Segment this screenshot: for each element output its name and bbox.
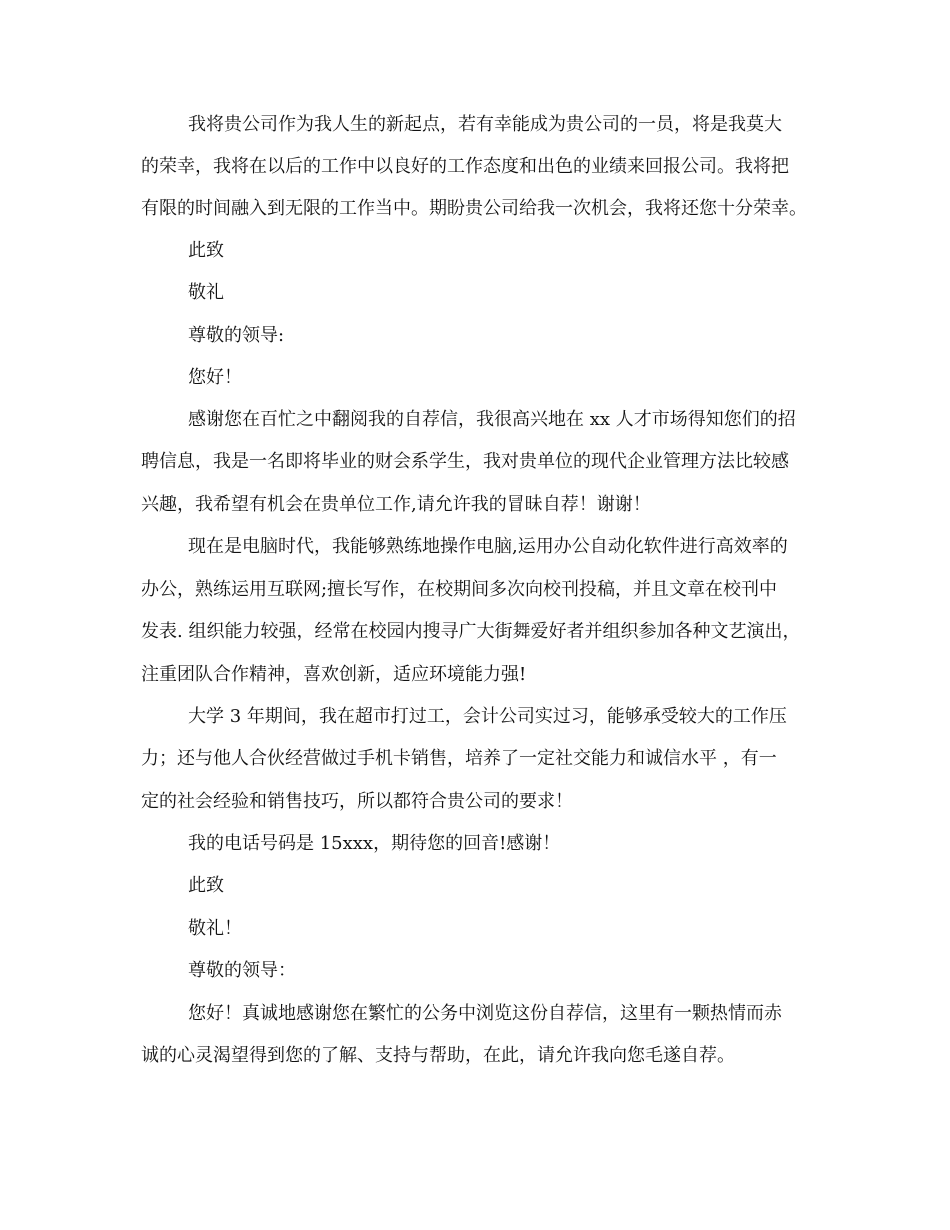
paragraph-line: 的荣幸，我将在以后的工作中以良好的工作态度和出色的业绩来回报公司。我将把 [141,156,789,177]
paragraph-line: 诚的心灵渴望得到您的了解、支持与帮助，在此，请允许我向您毛遂自荐。 [141,1045,735,1066]
paragraph-line: 办公，熟练运用互联网;擅长写作，在校期间多次向校刊投稿，并且文章在校刊中 [141,579,778,600]
salutation-closing: 敬礼 [188,282,224,303]
paragraph-line: 有限的时间融入到无限的工作当中。期盼贵公司给我一次机会，我将还您十分荣幸。 [141,198,807,219]
paragraph-line: 力；还与他人合伙经营做过手机卡销售，培养了一定社交能力和诚信水平 ，有一 [141,748,777,769]
greeting-line: 尊敬的领导： [188,960,296,981]
paragraph-line: 我的电话号码是 15xxx，期待您的回音!感谢！ [188,833,561,854]
paragraph-line: 您好！真诚地感谢您在繁忙的公务中浏览这份自荐信，这里有一颗热情而赤 [188,1003,782,1024]
salutation-closing: 敬礼！ [188,918,242,939]
paragraph-line: 大学 3 年期间，我在超市打过工，会计公司实过习，能够承受较大的工作压 [188,706,787,727]
paragraph-line: 注重团队合作精神，喜欢创新，适应环境能力强! [141,664,527,685]
closing-phrase: 此致 [188,875,224,896]
greeting-line: 尊敬的领导: [188,325,285,346]
paragraph-line: 感谢您在百忙之中翻阅我的自荐信，我很高兴地在 xx 人才市场得知您们的招 [188,409,796,430]
paragraph-line: 聘信息，我是一名即将毕业的财会系学生，我对贵单位的现代企业管理方法比较感 [141,451,789,472]
paragraph-line: 发表. 组织能力较强，经常在校园内搜寻广大街舞爱好者并组织参加各种文艺演出， [141,621,801,642]
closing-phrase: 此致 [188,240,224,261]
paragraph-line: 定的社会经验和销售技巧，所以都符合贵公司的要求！ [141,791,573,812]
greeting-line: 您好！ [188,367,242,388]
paragraph-line: 兴趣，我希望有机会在贵单位工作,请允许我的冒昧自荐！谢谢！ [141,494,651,515]
paragraph-line: 我将贵公司作为我人生的新起点，若有幸能成为贵公司的一员，将是我莫大 [188,114,782,135]
paragraph-line: 现在是电脑时代，我能够熟练地操作电脑,运用办公自动化软件进行高效率的 [188,536,788,557]
